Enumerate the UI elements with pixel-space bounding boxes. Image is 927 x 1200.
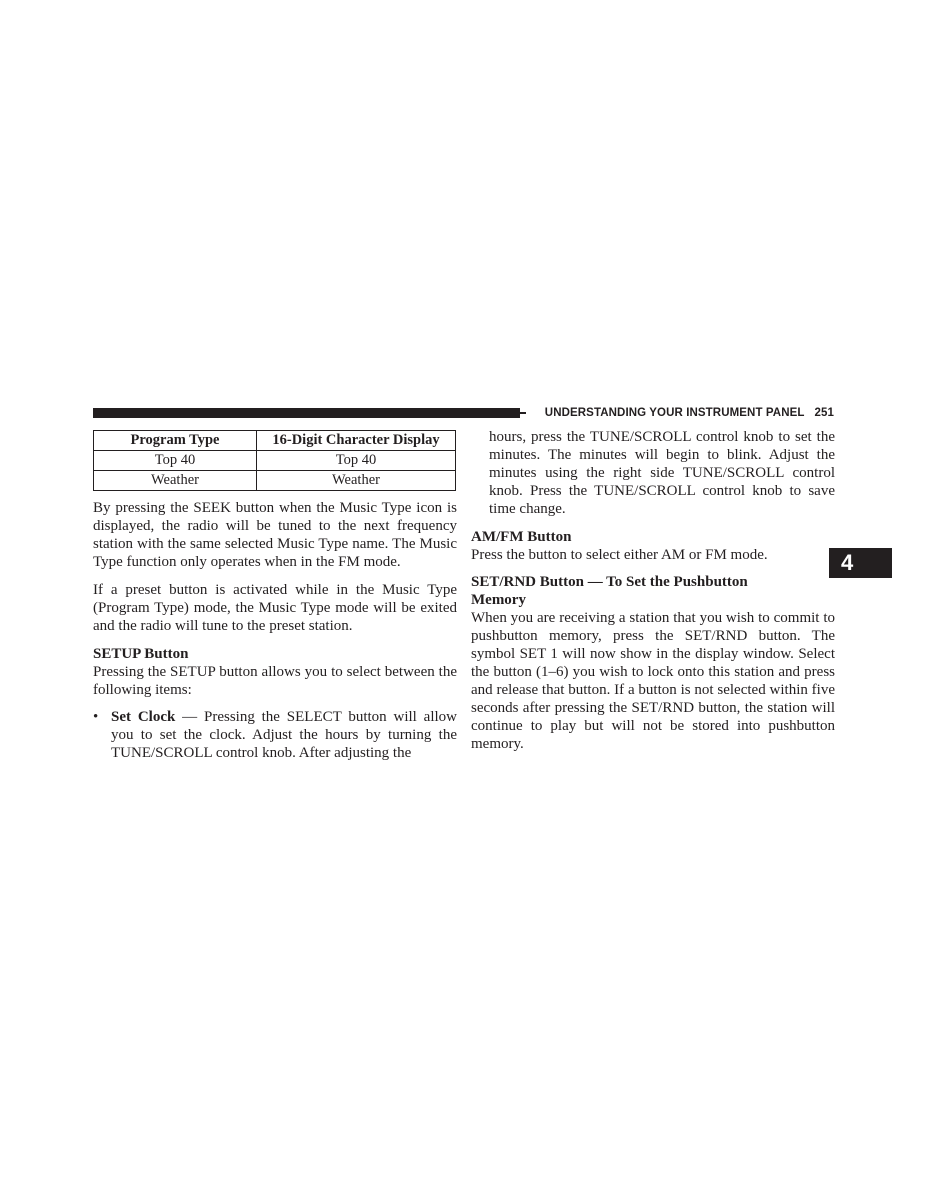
- bullet-text: — Pressing the SELECT button will allow you to set the clock. Adjust the hours by turning the TUNE/SCROLL control knob. After adjusting the: [111, 709, 457, 761]
- table-cell: Weather: [94, 471, 257, 491]
- table-header-row: [94, 431, 456, 451]
- bullet-continued: hours, press the TUNE/SCROLL control knob to set the minutes. The minutes will begin to blink. Adjust the minutes using the right side TUNE/SCROLL control knob. Press the TUNE/SCROLL control knob to save time change.: [489, 429, 835, 517]
- amfm-heading: AM/FM Button: [471, 529, 572, 545]
- table-row: [94, 451, 456, 471]
- chapter-tab: 4: [829, 548, 892, 578]
- header-rule-thick: [93, 408, 520, 418]
- set-clock-bullet: [93, 708, 457, 762]
- table-cell: Top 40: [94, 451, 257, 471]
- setup-heading: SETUP Button: [93, 646, 189, 662]
- preset-paragraph: If a preset button is activated while in the Music Type (Program Type) mode, the Music Type mode will be exited and the radio will tune to the preset station.: [93, 582, 457, 634]
- seek-paragraph: By pressing the SEEK button when the Music Type icon is displayed, the radio will be tuned to the next frequency station with the same selected Music Type name. The Music Type function only operates when in the FM mode.: [93, 500, 457, 570]
- section-title: UNDERSTANDING YOUR INSTRUMENT PANEL: [544, 407, 805, 419]
- right-column: [471, 428, 835, 753]
- column-header: Program Type: [94, 431, 257, 451]
- bullet-dot: •: [93, 709, 99, 725]
- amfm-text: Press the button to select either AM or FM mode.: [471, 547, 768, 563]
- setrnd-heading: SET/RND Button — To Set the Pushbutton Memory: [471, 574, 748, 608]
- column-header: 16-Digit Character Display: [257, 431, 456, 451]
- table-cell: Top 40: [257, 451, 456, 471]
- setrnd-text: When you are receiving a station that you wish to commit to pushbutton memory, press the SET/RND button. The symbol SET 1 will now show in the display window. Select the button (1–6) you wish to lock onto this station and press and release that button. If a button is not selected within five seconds after pressing the SET/RND button, the station will continue to play but will not be stored into pushbutton memory.: [471, 610, 835, 752]
- bullet-term: Set Clock: [111, 709, 176, 725]
- table-cell: Weather: [257, 471, 456, 491]
- setup-intro: Pressing the SETUP button allows you to select between the following items:: [93, 664, 457, 698]
- table-row: [94, 471, 456, 491]
- running-header: [526, 405, 834, 421]
- page-number: 251: [814, 407, 834, 419]
- program-type-table: [93, 430, 456, 491]
- left-column: [93, 430, 457, 762]
